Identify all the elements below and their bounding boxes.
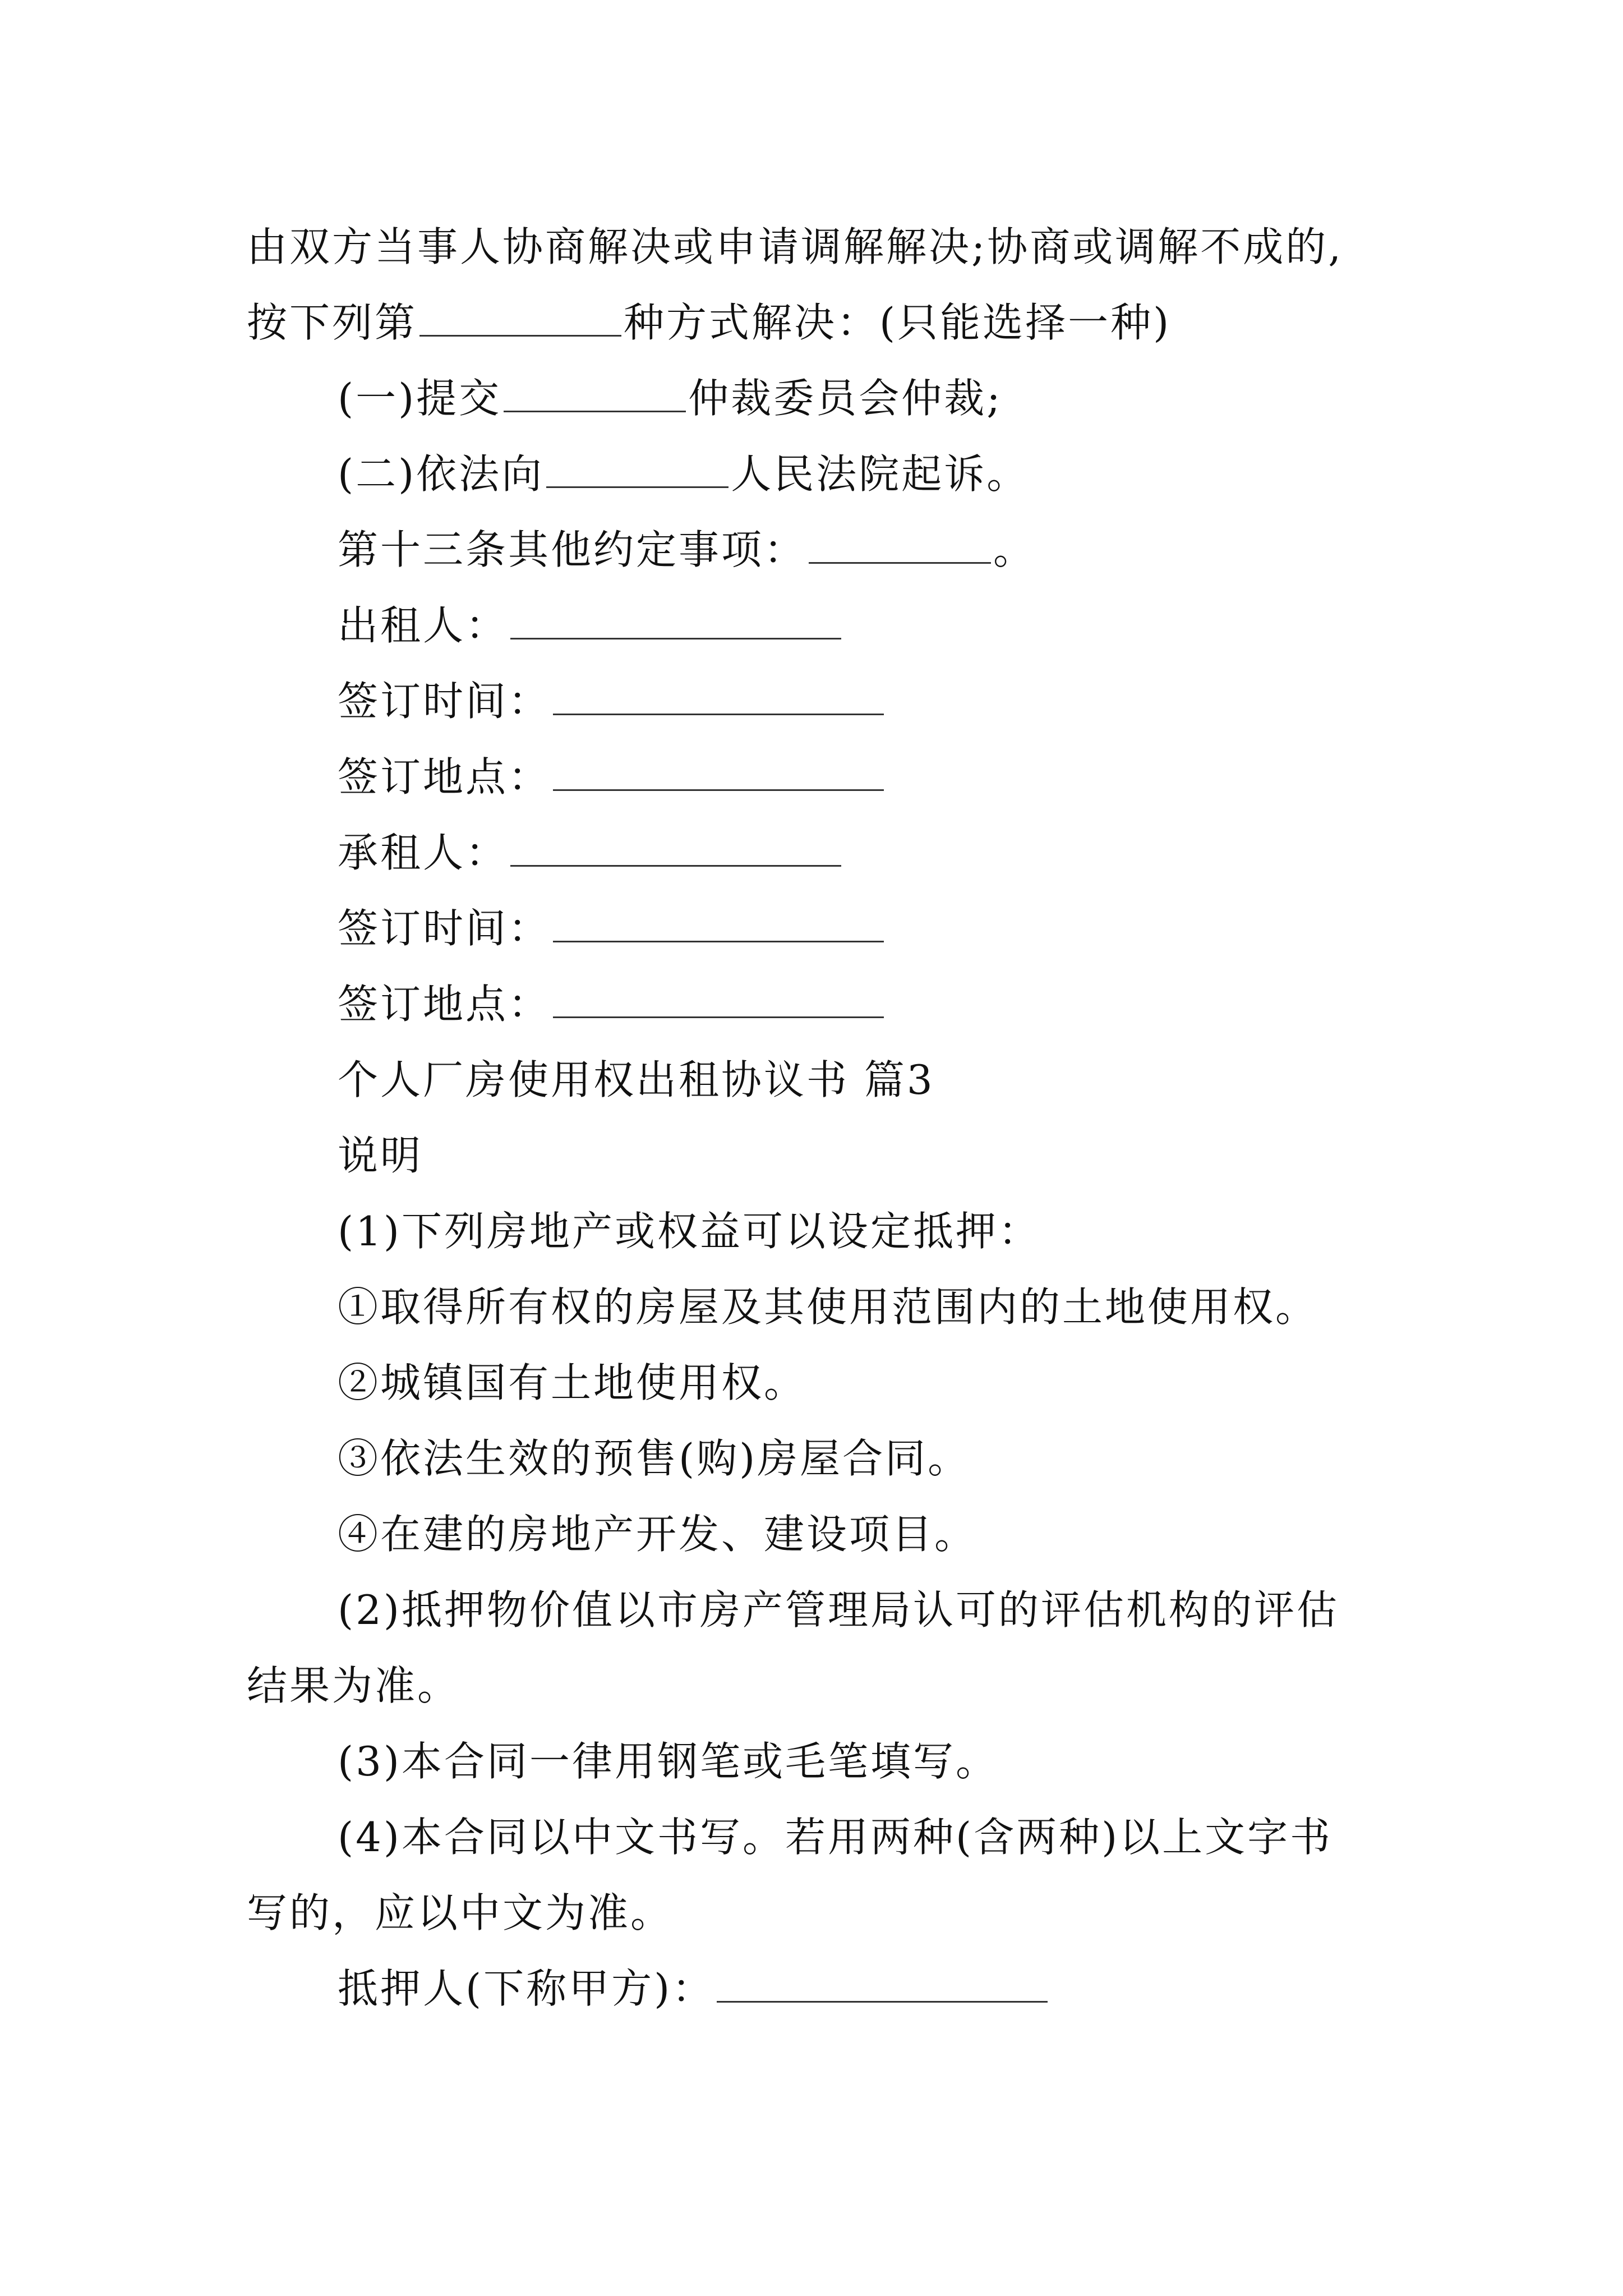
fill-in-blank[interactable] <box>553 981 884 1018</box>
line-text: ①取得所有权的房屋及其使用范围内的土地使用权。 <box>338 1283 1318 1331</box>
section-heading <box>338 1129 423 1182</box>
line-text: 第十三条其他约定事项： <box>338 526 807 573</box>
fill-in-blank[interactable] <box>553 678 884 715</box>
signature-line <box>338 674 886 728</box>
paragraph-line <box>247 1886 673 1940</box>
line-text: 承租人： <box>338 829 509 876</box>
fill-in-blank[interactable] <box>546 450 728 488</box>
line-text: 抵押人(下称甲方)： <box>338 1965 715 2012</box>
fill-in-blank[interactable] <box>510 602 841 639</box>
line-text: (2)抵押物价值以市房产管理局认可的评估机构的评估 <box>338 1586 1339 1634</box>
line-text: (一)提交 <box>338 375 502 422</box>
line-text: 结果为准。 <box>247 1662 460 1709</box>
paragraph-line <box>247 220 1343 274</box>
paragraph-line <box>338 447 1029 501</box>
line-text: 。 <box>993 526 1036 573</box>
line-text: ②城镇国有土地使用权。 <box>338 1359 807 1406</box>
list-item <box>338 1280 1318 1334</box>
line-text: ④在建的房地产开发、建设项目。 <box>338 1511 978 1558</box>
signature-line <box>338 826 843 880</box>
paragraph-line <box>338 1583 1339 1637</box>
line-text: 签订时间： <box>338 905 551 952</box>
list-item <box>338 1507 977 1561</box>
line-text: 签订时间： <box>338 678 551 725</box>
line-text: (二)依法向 <box>338 450 545 498</box>
fill-in-blank[interactable] <box>553 905 884 942</box>
paragraph-line <box>338 371 1002 425</box>
paragraph-line <box>338 1810 1332 1864</box>
line-text: 出租人： <box>338 602 509 649</box>
fill-in-blank[interactable] <box>504 375 686 412</box>
line-text: 写的，应以中文为准。 <box>247 1889 674 1936</box>
line-text: (4)本合同以中文书写。若用两种(含两种)以上文字书 <box>338 1814 1333 1861</box>
fill-in-blank[interactable] <box>419 299 621 337</box>
line-text: 种方式解决：(只能选择一种) <box>624 299 1172 346</box>
signature-line <box>338 977 886 1031</box>
line-text: 签订地点： <box>338 753 551 800</box>
signature-line <box>338 901 886 955</box>
line-text: 由双方当事人协商解决或申请调解解决;协商或调解不成的, <box>247 223 1344 270</box>
line-text: (1)下列房地产或权益可以设定抵押： <box>338 1208 1041 1255</box>
paragraph-line <box>247 1659 460 1713</box>
fill-in-blank[interactable] <box>717 1965 1048 2003</box>
signature-line <box>338 599 843 652</box>
list-item <box>338 1356 806 1410</box>
line-text: 人民法院起诉。 <box>731 450 1030 498</box>
paragraph-line <box>338 1734 998 1788</box>
paragraph-line <box>247 296 1171 349</box>
line-text: 按下列第 <box>247 299 418 346</box>
signature-line <box>338 750 886 804</box>
line-text: 个人厂房使用权出租协议书 篇3 <box>338 1056 935 1103</box>
paragraph-line <box>338 1204 1041 1258</box>
paragraph-line <box>338 523 1036 577</box>
signature-line <box>338 1962 1050 2016</box>
fill-in-blank[interactable] <box>510 829 841 867</box>
list-item <box>338 1432 970 1485</box>
line-text: ③依法生效的预售(购)房屋合同。 <box>338 1435 971 1482</box>
line-text: 说明 <box>338 1132 423 1179</box>
section-heading <box>338 1053 935 1107</box>
line-text: 仲裁委员会仲裁; <box>688 375 1003 422</box>
line-text: (3)本合同一律用钢笔或毛笔填写。 <box>338 1738 998 1785</box>
fill-in-blank[interactable] <box>553 753 884 791</box>
fill-in-blank[interactable] <box>809 526 991 564</box>
line-text: 签订地点： <box>338 981 551 1028</box>
